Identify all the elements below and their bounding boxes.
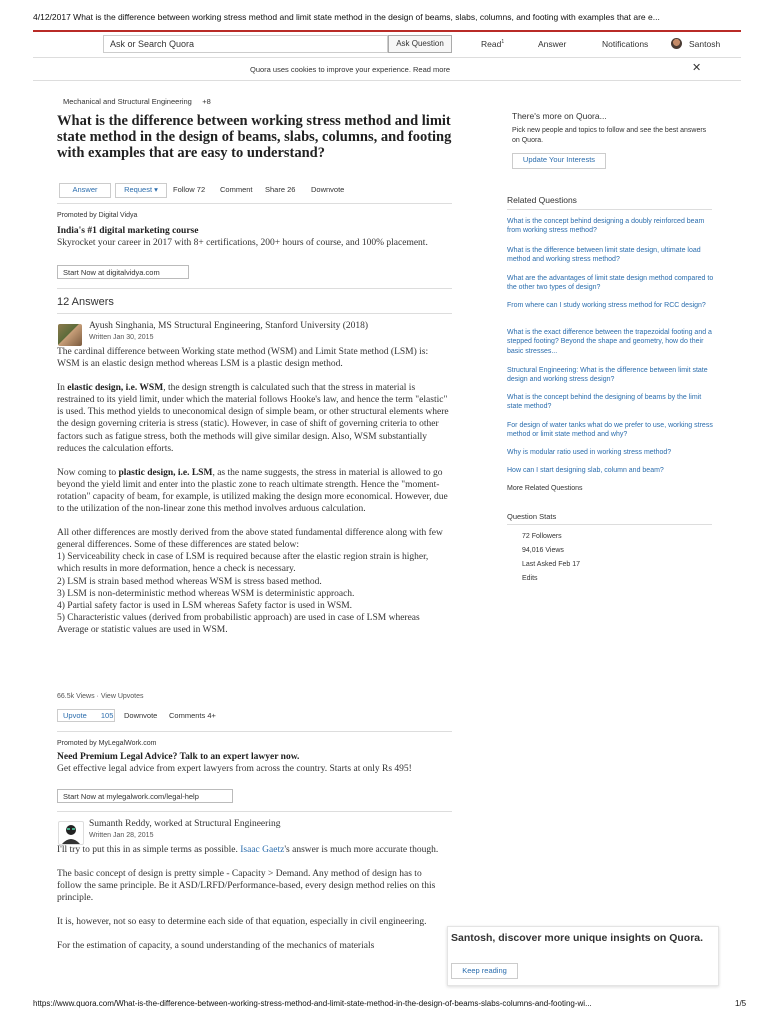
related-question-link[interactable]: How can I start designing slab, column and beam? xyxy=(507,467,664,474)
share-label: Share xyxy=(265,185,286,194)
divider xyxy=(507,524,712,525)
promo-title[interactable]: India's #1 digital marketing course xyxy=(57,226,199,236)
print-header: 4/12/2017 What is the difference between working stress method and limit state method in the design of beams, slabs, columns, and footing with examples that are e... xyxy=(33,12,660,22)
search-input[interactable]: Ask or Search Quora xyxy=(103,35,388,53)
ask-question-button[interactable]: Ask Question xyxy=(388,35,452,53)
bold-text: elastic design, i.e. WSM xyxy=(67,383,164,394)
divider xyxy=(57,731,452,732)
list-item: 2) LSM is strain based method whereas WSM is stress based method. xyxy=(57,576,322,587)
text: Now coming to xyxy=(57,467,119,478)
divider xyxy=(57,811,452,812)
comment-button[interactable]: Comment xyxy=(220,185,253,194)
more-related-questions-link[interactable]: More Related Questions xyxy=(507,485,583,492)
list-item: 4) Partial safety factor is used in LSM whereas Safety factor is used in WSM. xyxy=(57,600,353,611)
upvote-count: 105 xyxy=(100,711,114,720)
text: I'll try to put this in as simple terms as possible. xyxy=(57,845,241,855)
related-question-link[interactable]: What is the concept behind designing a doubly reinforced beam from working stress method? xyxy=(507,218,705,235)
promo-title[interactable]: Need Premium Legal Advice? Talk to an expert lawyer now. xyxy=(57,752,300,762)
answer-body xyxy=(57,844,442,965)
divider xyxy=(57,288,452,289)
related-question-link[interactable]: Why is modular ratio used in working stress method? xyxy=(507,449,672,456)
answer-paragraph xyxy=(57,382,452,455)
promo-body: Skyrocket your career in 2017 with 8+ certifications, 200+ hours of course, and 100% placement. xyxy=(57,238,428,248)
print-footer-page: 1/5 xyxy=(735,999,747,1008)
follow-button[interactable] xyxy=(173,185,205,194)
text: , the design strength is calculated such that the stress in material is restrained to its yield limit, under which the material follows Hooke's law, and hence the term "elastic" is used. This method yields to uneconomical design of simple beam, or other structural elements where the design governing criteria is stress (static). However, in case of shift of governing criteria to other factors such as fatigue stress, both the methods will give similar design. Also, WSM substantially reduces the calculation efforts. xyxy=(57,383,449,454)
more-on-quora-title: There's more on Quora... xyxy=(512,111,607,121)
bold-text: plastic design, i.e. LSM xyxy=(118,467,213,478)
downvote-question-button[interactable]: Downvote xyxy=(311,185,345,194)
nav-notifications[interactable]: Notifications xyxy=(602,39,649,49)
stat-edits[interactable]: Edits xyxy=(522,575,538,582)
nav-read-label: Read xyxy=(481,39,502,49)
follow-count: 72 xyxy=(196,185,206,194)
follow-label: Follow xyxy=(173,185,195,194)
promo-cta-button[interactable]: Start Now at digitalvidya.com xyxy=(57,265,189,279)
share-button[interactable] xyxy=(265,185,295,194)
related-question-link[interactable]: What are the advantages of limit state design method compared to the other two types of design? xyxy=(507,275,714,292)
list-item: 5) Characteristic values (derived from probabilistic approach) are used in case of LSM whereas Average or statistic values are used in WSM. xyxy=(57,612,420,635)
promo-label: Promoted by Digital Vidya xyxy=(57,212,138,219)
answer-paragraph xyxy=(57,467,452,515)
divider xyxy=(57,203,452,204)
answer-date[interactable]: Written Jan 30, 2015 xyxy=(89,334,154,341)
related-question-link[interactable]: What is the concept behind the designing of beams by the limit state method? xyxy=(507,394,702,411)
views-count[interactable]: 66.5k Views · View Upvotes xyxy=(57,693,144,700)
comments-button[interactable] xyxy=(169,711,216,720)
comments-label: Comments xyxy=(169,711,206,720)
related-questions-title: Related Questions xyxy=(507,195,577,205)
answer-body xyxy=(57,346,452,636)
answer-date[interactable]: Written Jan 28, 2015 xyxy=(89,832,154,839)
print-footer-url: https://www.quora.com/What-is-the-difference-between-working-stress-method-and-limit-state-method-in-the-design-of-beams-slabs-columns-and-footing-wi... xyxy=(33,999,592,1008)
answer-paragraph: For the estimation of capacity, a sound understanding of the mechanics of materials xyxy=(57,941,375,952)
share-count: 26 xyxy=(287,185,296,194)
divider xyxy=(57,313,452,314)
answer-paragraph: It is, however, not so easy to determine each side of that equation, especially in civil engineering. xyxy=(57,917,427,928)
top-red-rule xyxy=(33,30,741,32)
related-question-link[interactable]: What is the difference between limit state design, ultimate load method and working stress method? xyxy=(507,247,701,264)
answer-paragraph: The basic concept of design is pretty simple - Capacity > Demand. Any method of design has to follow the same principle. Be it ASD/LRFD/Performance-based, every design method relies on this principle. xyxy=(57,869,436,904)
signup-card-title: Santosh, discover more unique insights on Quora. xyxy=(451,932,704,944)
cookie-text: Quora uses cookies to improve your experience. Read more xyxy=(250,65,451,74)
nav-user[interactable]: Santosh xyxy=(689,39,721,49)
text: All other differences are mostly derived from the above stated fundamental difference along with few general differences. Some of these differences are stated below: xyxy=(57,528,443,551)
answers-count: 12 Answers xyxy=(57,296,114,308)
stat-views: 94,016 Views xyxy=(522,547,564,554)
list-item: 1) Serviceability check in case of LSM is required because after the elastic region strain is higher, which results in more deformation, hence a check is necessary. xyxy=(57,552,429,575)
answer-paragraph xyxy=(57,844,442,856)
text: , as the name suggests, the stress in material is allowed to go beyond the yield limit and enter into the plastic zone to reach ultimate strength. Hence the "moment-rotation" capacity of beam, for example, is utilized making the design more economical. However, due to the utilization of the non-linear zone this method involves arduous calculation. xyxy=(57,467,448,515)
text: In xyxy=(57,383,68,394)
upvote-label: Upvote xyxy=(63,711,87,720)
author-name[interactable]: Ayush Singhania, MS Structural Engineering, Stanford University (2018) xyxy=(89,321,369,331)
related-question-link[interactable]: What is the exact difference between the trapezoidal footing and a stepped footing? Beyond the shape and geometry, how do their basic stresses... xyxy=(507,329,712,355)
question-stats-title: Question Stats xyxy=(507,512,557,521)
related-question-link[interactable]: From where can I study working stress method for RCC design? xyxy=(507,302,706,309)
related-question-link[interactable]: For design of water tanks what do we prefer to use, working stress method or limit state method and why? xyxy=(507,422,713,439)
request-button[interactable]: Request ▾ xyxy=(115,183,167,198)
divider xyxy=(507,209,712,210)
stat-followers[interactable]: 72 Followers xyxy=(522,533,562,540)
related-question-link[interactable]: Structural Engineering: What is the difference between limit state design and working stress design? xyxy=(507,367,708,384)
user-avatar[interactable] xyxy=(671,38,682,49)
nav-read[interactable] xyxy=(481,39,504,49)
stat-last-asked: Last Asked Feb 17 xyxy=(522,561,580,568)
author-name[interactable]: Sumanth Reddy, worked at Structural Engineering xyxy=(89,819,281,829)
promo-body: Get effective legal advice from expert lawyers from across the country. Starts at only Rs 495! xyxy=(57,764,412,774)
text: 's answer is much more accurate though. xyxy=(284,845,439,855)
update-interests-button[interactable]: Update Your Interests xyxy=(512,153,606,169)
list-item: 3) LSM is non-deterministic method whereas WSM is deterministic approach. xyxy=(57,588,355,599)
promo-cta-button[interactable]: Start Now at mylegalwork.com/legal-help xyxy=(57,789,233,803)
answer-button[interactable]: Answer xyxy=(59,183,111,198)
answer-paragraph: The cardinal difference between Working state method (WSM) and Limit State method (LSM) is: WSM is an elastic design method whereas LSM is a plastic design method. xyxy=(57,347,429,370)
comments-count: 4+ xyxy=(207,711,216,720)
nav-read-badge: 1 xyxy=(501,39,505,46)
nav-answer[interactable]: Answer xyxy=(538,39,567,49)
downvote-button[interactable]: Downvote xyxy=(124,711,158,720)
more-on-quora-text: Pick new people and topics to follow and see the best answers on Quora. xyxy=(512,127,707,144)
answer-paragraph xyxy=(57,527,452,636)
upvote-button[interactable] xyxy=(57,709,115,722)
question-title: What is the difference between working stress method and limit state method in the design of beams, slabs, columns, and footing with examples that are easy to understand? xyxy=(57,113,452,161)
person-icon xyxy=(59,822,83,844)
author-avatar[interactable] xyxy=(58,324,82,346)
author-avatar[interactable] xyxy=(58,821,84,845)
promo-label: Promoted by MyLegalWork.com xyxy=(57,740,157,747)
keep-reading-button[interactable]: Keep reading xyxy=(451,963,518,979)
topic-tags[interactable]: Mechanical and Structural Engineering +8 xyxy=(63,97,211,106)
close-icon[interactable]: ✕ xyxy=(692,62,702,74)
author-link[interactable]: Isaac Gaetz xyxy=(240,845,285,855)
